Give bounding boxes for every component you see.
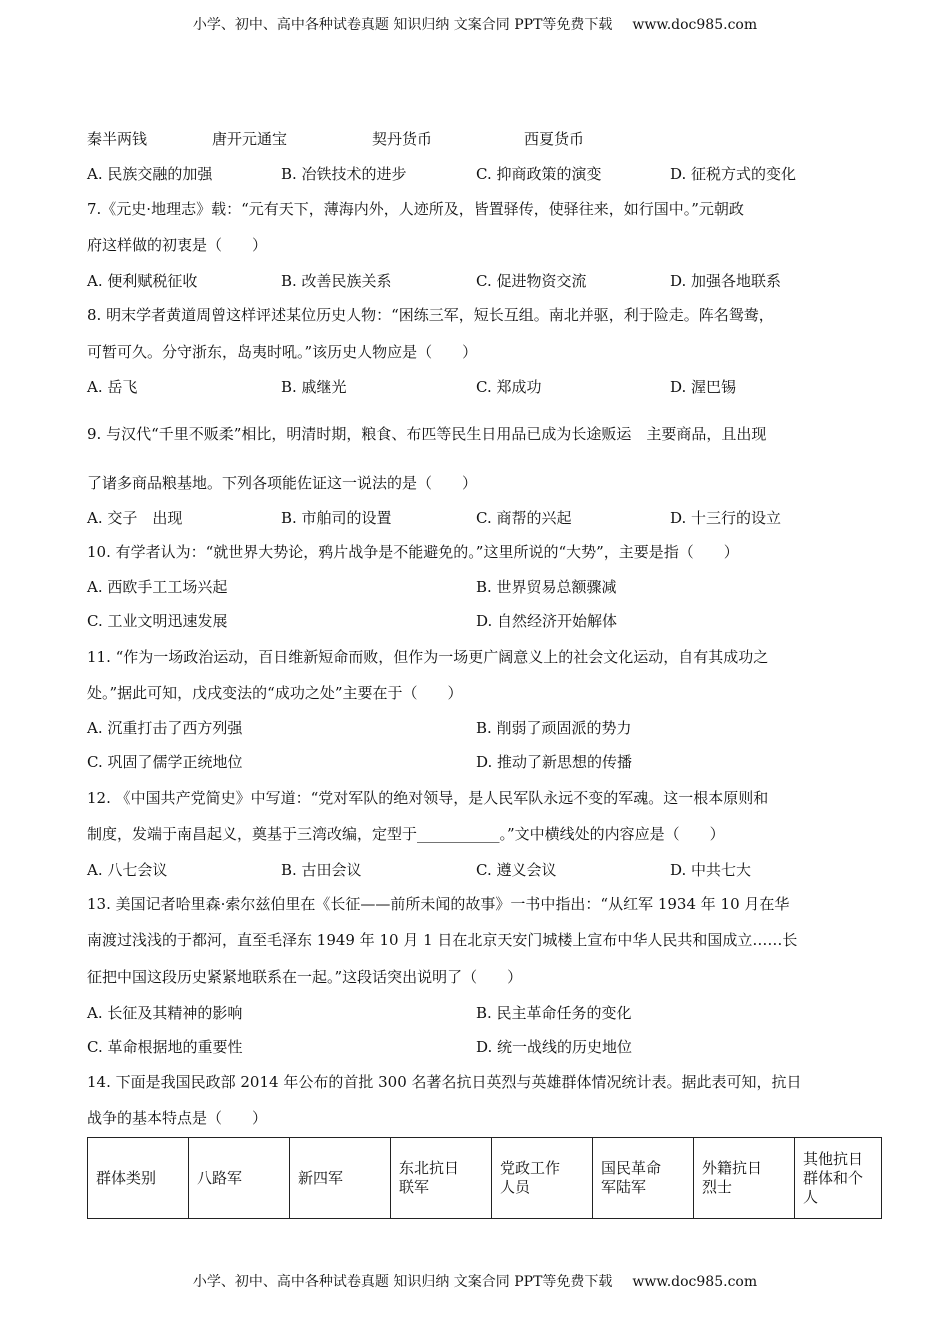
q14-stem-line1: 14. 下面是我国民政部 2014 年公布的首批 300 名著名抗日英烈与英雄群体情况统计表。据此表可知，抗日 xyxy=(87,1073,802,1091)
q13-option-b[interactable]: B. 民主革命任务的变化 xyxy=(476,1004,632,1022)
table-cell-group-category: 群体类别 xyxy=(88,1138,189,1219)
q8-option-c[interactable]: C. 郑成功 xyxy=(476,378,542,396)
q9-stem-line2: 了诸多商品粮基地。下列各项能佐证这一说法的是（ ） xyxy=(87,474,478,492)
q11-stem-line1: 11. “作为一场政治运动，百日维新短命而败，但作为一场更广阔意义上的社会文化运动，自有其成功之 xyxy=(87,648,769,666)
q9-option-a[interactable]: A. 交子 出现 xyxy=(87,509,183,527)
q13-stem-line1: 13. 美国记者哈里森·索尔兹伯里在《长征——前所未闻的故事》一书中指出：“从红军 1934 年 10 月在华 xyxy=(87,895,790,913)
table-cell-new-fourth-army: 新四军 xyxy=(290,1138,391,1219)
q6-image-caption-4: 西夏货币 xyxy=(524,130,585,148)
table-row xyxy=(88,1138,882,1219)
q8-option-b[interactable]: B. 戚继光 xyxy=(281,378,347,396)
header-url[interactable]: www.doc985.com xyxy=(632,17,758,33)
q7-stem-line1: 7.《元史·地理志》载：“元有天下，薄海内外，人迹所及，皆置驿传，使驿往来，如行国中。”元朝政 xyxy=(87,200,744,218)
q7-option-c[interactable]: C. 促进物资交流 xyxy=(476,272,587,290)
table-cell-party-staff: 党政工作 人员 xyxy=(492,1138,593,1219)
q8-option-a[interactable]: A. 岳飞 xyxy=(87,378,138,396)
q7-option-d[interactable]: D. 加强各地联系 xyxy=(670,272,782,290)
q11-option-d[interactable]: D. 推动了新思想的传播 xyxy=(476,753,633,771)
q7-option-b[interactable]: B. 改善民族关系 xyxy=(281,272,392,290)
q14-statistics-table xyxy=(87,1137,882,1219)
q12-stem-line2: 制度，发端于南昌起义，奠基于三湾改编，定型于___________。”文中横线处的内容应是（ ） xyxy=(87,825,725,843)
q9-stem-line1: 9. 与汉代“千里不贩柔”相比，明清时期，粮食、布匹等民生日用品已成为长途贩运 主要商品，且出现 xyxy=(87,425,767,443)
q6-image-caption-2: 唐开元通宝 xyxy=(212,130,288,148)
q7-stem-line2: 府这样做的初衷是（ ） xyxy=(87,236,268,254)
q6-option-b[interactable]: B. 冶铁技术的进步 xyxy=(281,165,407,183)
q7-option-a[interactable]: A. 便利赋税征收 xyxy=(87,272,198,290)
table-cell-eighth-route-army: 八路军 xyxy=(189,1138,290,1219)
q12-option-a[interactable]: A. 八七会议 xyxy=(87,861,168,879)
q12-option-c[interactable]: C. 遵义会议 xyxy=(476,861,557,879)
q10-option-a[interactable]: A. 西欧手工工场兴起 xyxy=(87,578,228,596)
q12-stem-line1: 12. 《中国共产党简史》中写道：“党对军队的绝对领导，是人民军队永远不变的军魂。这一根本原则和 xyxy=(87,789,769,807)
q9-option-d[interactable]: D. 十三行的设立 xyxy=(670,509,782,527)
q12-option-d[interactable]: D. 中共七大 xyxy=(670,861,752,879)
q10-option-c[interactable]: C. 工业文明迅速发展 xyxy=(87,612,228,630)
q11-option-b[interactable]: B. 削弱了顽固派的势力 xyxy=(476,719,632,737)
q6-option-c[interactable]: C. 抑商政策的演变 xyxy=(476,165,602,183)
table-cell-other-groups: 其他抗日 群体和个 人 xyxy=(795,1138,882,1219)
q13-stem-line2: 南渡过浅浅的于都河，直至毛泽东 1949 年 10 月 1 日在北京天安门城楼上宣布中华人民共和国成立……长 xyxy=(87,931,798,949)
q9-option-c[interactable]: C. 商帮的兴起 xyxy=(476,509,572,527)
q10-option-b[interactable]: B. 世界贸易总额骤减 xyxy=(476,578,617,596)
q13-option-d[interactable]: D. 统一战线的历史地位 xyxy=(476,1038,633,1056)
q11-option-c[interactable]: C. 巩固了儒学正统地位 xyxy=(87,753,243,771)
q11-stem-line2: 处。”据此可知，戊戌变法的“成功之处”主要在于（ ） xyxy=(87,684,463,702)
q14-stem-line2: 战争的基本特点是（ ） xyxy=(87,1109,268,1127)
table-cell-foreign-martyrs: 外籍抗日 烈士 xyxy=(694,1138,795,1219)
q13-stem-line3: 征把中国这段历史紧紧地联系在一起。”这段话突出说明了（ ） xyxy=(87,968,523,986)
q9-option-b[interactable]: B. 市舶司的设置 xyxy=(281,509,392,527)
q6-option-d[interactable]: D. 征税方式的变化 xyxy=(670,165,797,183)
table-cell-nrA-army: 国民革命 军陆军 xyxy=(593,1138,694,1219)
q13-option-a[interactable]: A. 长征及其精神的影响 xyxy=(87,1004,243,1022)
page-header xyxy=(0,14,950,34)
q8-stem-line2: 可暂可久。分守浙东，岛夷时吼。”该历史人物应是（ ） xyxy=(87,343,478,361)
page-footer xyxy=(0,1271,950,1291)
footer-url[interactable]: www.doc985.com xyxy=(632,1274,758,1290)
q13-option-c[interactable]: C. 革命根据地的重要性 xyxy=(87,1038,243,1056)
q11-option-a[interactable]: A. 沉重打击了西方列强 xyxy=(87,719,243,737)
table-cell-northeast-army: 东北抗日 联军 xyxy=(391,1138,492,1219)
footer-text: 小学、初中、高中各种试卷真题 知识归纳 文案合同 PPT等免费下载 xyxy=(192,1274,613,1290)
q10-stem-line1: 10. 有学者认为：“就世界大势论，鸦片战争是不能避免的。”这里所说的“大势”，主要是指（ ） xyxy=(87,543,739,561)
q6-image-caption-3: 契丹货币 xyxy=(372,130,433,148)
q12-option-b[interactable]: B. 古田会议 xyxy=(281,861,362,879)
q6-image-caption-1: 秦半两钱 xyxy=(87,130,148,148)
q10-option-d[interactable]: D. 自然经济开始解体 xyxy=(476,612,618,630)
header-text: 小学、初中、高中各种试卷真题 知识归纳 文案合同 PPT等免费下载 xyxy=(192,17,613,33)
q8-stem-line1: 8. 明末学者黄道周曾这样评述某位历史人物：“困练三军，短长互组。南北并驱，利于险走。阵名鸳鸯， xyxy=(87,306,774,324)
q6-option-a[interactable]: A. 民族交融的加强 xyxy=(87,165,213,183)
q8-option-d[interactable]: D. 渥巴锡 xyxy=(670,378,737,396)
